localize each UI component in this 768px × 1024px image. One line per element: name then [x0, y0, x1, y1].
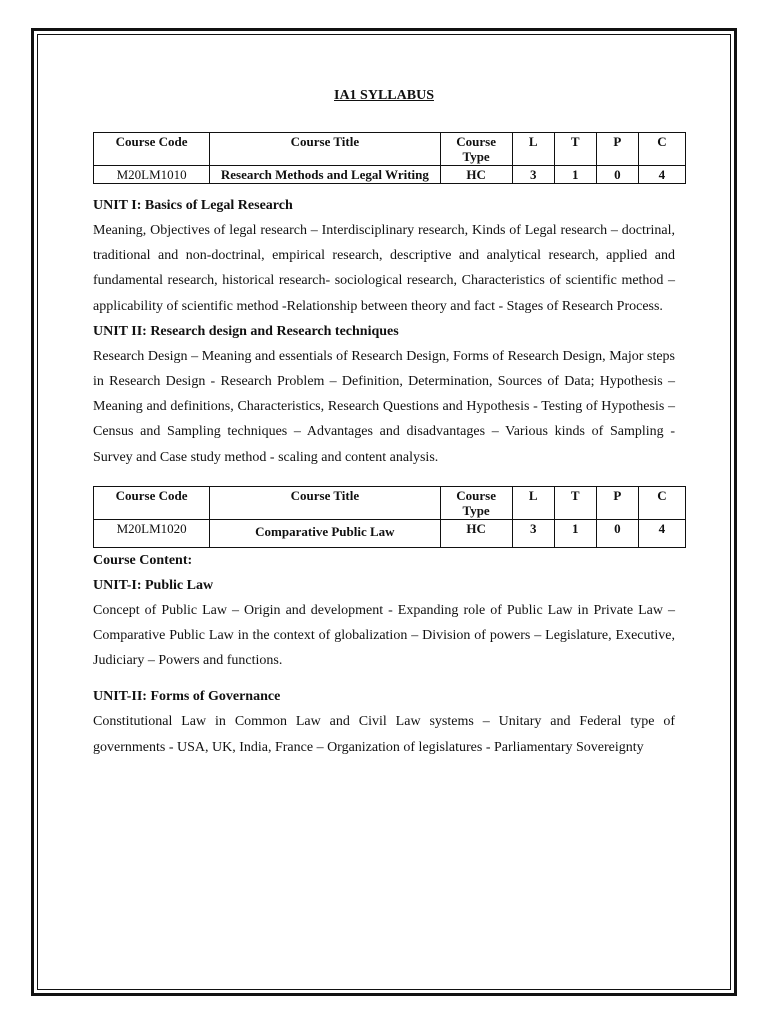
course-title-cell: Research Methods and Legal Writing — [210, 166, 440, 184]
table-row — [94, 166, 686, 184]
unit-heading: UNIT-I: Public Law — [93, 577, 214, 593]
course-t-cell: 1 — [554, 519, 596, 547]
header-course-title: Course Title — [210, 486, 440, 519]
course-type-cell: HC — [440, 519, 512, 547]
course-table-1 — [93, 132, 686, 184]
header-p: P — [596, 486, 638, 519]
header-l: L — [512, 486, 554, 519]
header-course-type: Course Type — [440, 133, 512, 166]
unit-text: Research Design – Meaning and essentials of Research Design, Forms of Research Design, Major steps in Research Design - Research Problem – Definition, Determination, Sources of Data; Hypothesis – Meaning and definitions, Characteristics, Research Questions and Hypothesis - Testing of Hypothesis – Census and Sampling techniques – Advantages and disadvantages – Various kinds of Sampling - Survey and Case study method - scaling and content analysis. — [93, 348, 675, 465]
header-course-type: Course Type — [440, 486, 512, 519]
table-header-row — [94, 133, 686, 166]
unit-text: Constitutional Law in Common Law and Civil Law systems – Unitary and Federal type of governments - USA, UK, India, France – Organization of legislatures - Parliamentary Sovereignty — [93, 714, 675, 755]
header-l: L — [512, 133, 554, 166]
course-c-cell: 4 — [638, 166, 685, 184]
course-l-cell: 3 — [512, 519, 554, 547]
course-l-cell: 3 — [512, 166, 554, 184]
unit-heading: UNIT-II: Forms of Governance — [93, 689, 281, 705]
course-type-cell: HC — [440, 166, 512, 184]
course-code-cell: M20LM1010 — [94, 166, 210, 184]
unit-heading: UNIT II: Research design and Research techniques — [93, 323, 399, 339]
header-course-code: Course Code — [94, 486, 210, 519]
unit-heading: UNIT I: Basics of Legal Research — [93, 198, 293, 213]
table-row — [94, 519, 686, 547]
course-p-cell: 0 — [596, 519, 638, 547]
header-c: C — [638, 133, 685, 166]
unit-text: Concept of Public Law – Origin and development - Expanding role of Public Law in Private Law – Comparative Public Law in the context of globalization – Division of powers – Legislature, Executive, Judiciary – Powers and functions. — [93, 602, 675, 669]
header-c: C — [638, 486, 685, 519]
header-t: T — [554, 486, 596, 519]
course-table-2 — [93, 486, 686, 548]
document-content — [93, 86, 675, 760]
document-title: IA1 SYLLABUS — [334, 88, 434, 103]
header-p: P — [596, 133, 638, 166]
course-p-cell: 0 — [596, 166, 638, 184]
course-t-cell: 1 — [554, 166, 596, 184]
table-header-row — [94, 486, 686, 519]
course-content-label: Course Content: — [93, 552, 193, 568]
course-c-cell: 4 — [638, 519, 685, 547]
unit-text: Meaning, Objectives of legal research – Interdisciplinary research, Kinds of Legal research – doctrinal, traditional and non-doctrinal, empirical research, descriptive and analytical research, applied and fundamental research, historical research- sociological research, Characteristics of scientific method – applicability of scientific method -Relationship between theory and fact - Stages of Research Process. — [93, 223, 675, 314]
header-course-code: Course Code — [94, 133, 210, 166]
course-code-cell: M20LM1020 — [94, 519, 210, 547]
header-course-title: Course Title — [210, 133, 440, 166]
header-t: T — [554, 133, 596, 166]
course-title-cell: Comparative Public Law — [210, 519, 440, 547]
